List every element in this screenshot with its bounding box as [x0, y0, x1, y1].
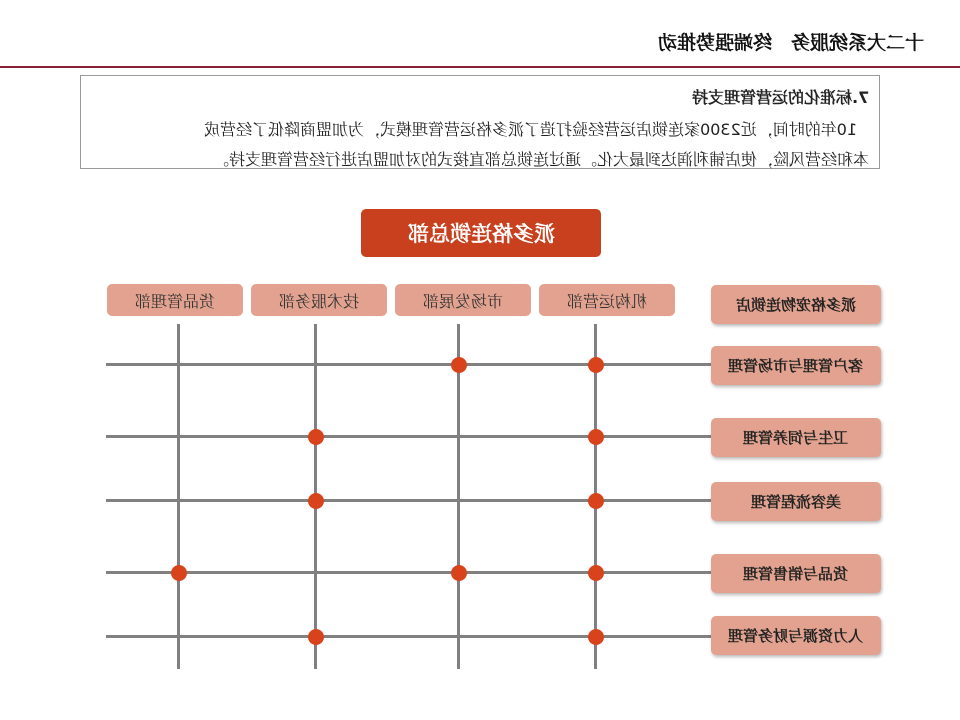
- grid-vline-goods-management: [177, 324, 180, 669]
- grid-hline-goods-sales: [106, 571, 711, 574]
- intersection-dot: [308, 629, 324, 645]
- function-customer-market-label: 客户管理与市场管理: [728, 357, 864, 375]
- function-hr-finance-label: 人力资源与财务管理: [728, 627, 864, 645]
- function-hygiene-feeding: [711, 418, 881, 457]
- intersection-dot: [588, 493, 604, 509]
- intersection-dot: [588, 629, 604, 645]
- intersection-dot: [451, 565, 467, 581]
- intersection-dot: [588, 429, 604, 445]
- dept-technical-service-label: 技术服务部: [278, 291, 359, 311]
- intersection-dot: [171, 565, 187, 581]
- dept-technical-service: [251, 284, 387, 316]
- intro-line-2: [213, 147, 869, 170]
- dept-market-development-label: 市场发展部: [422, 291, 503, 311]
- grid-hline-hygiene-feeding: [106, 435, 711, 438]
- intersection-dot: [308, 429, 324, 445]
- intersection-dot: [588, 565, 604, 581]
- dept-goods-management-label: 货品管理部: [134, 291, 215, 311]
- function-goods-sales-label: 货品与销售管理: [743, 565, 849, 583]
- intro-line-1: [204, 117, 857, 140]
- intersection-dot: [588, 357, 604, 373]
- header-divider: [0, 66, 960, 68]
- function-pet-store-label: 派多格宠物连锁店: [735, 296, 856, 314]
- grid-vline-market-development: [457, 324, 460, 669]
- function-hygiene-feeding-label: 卫生与饲养管理: [743, 429, 849, 447]
- function-grooming-label: 美容流程管理: [750, 493, 841, 511]
- dept-operations-label: 机构运营部: [566, 291, 647, 311]
- dept-operations: [539, 284, 675, 316]
- dept-market-development: [395, 284, 531, 316]
- intersection-dot: [308, 493, 324, 509]
- headquarters-label: 派多格连锁总部: [407, 222, 555, 246]
- intro-line-1-text: 10年的时间，近2300家连锁店运营经验打造了派多格运营管理模式，为加盟商降低了经营成: [203, 120, 857, 139]
- function-goods-sales: [711, 554, 881, 593]
- headquarters-box: [361, 209, 601, 257]
- intro-heading: [692, 85, 869, 108]
- dept-goods-management: [107, 284, 243, 316]
- page-title: [658, 28, 924, 55]
- intro-box: [80, 75, 880, 169]
- intro-line-2-text: 本和经营风险，使店铺利润达到最大化。通过连锁总部直接式的对加盟店进行经营管理支持。: [212, 150, 869, 169]
- grid-hline-grooming: [106, 499, 711, 502]
- grid-hline-customer-market: [106, 363, 711, 366]
- function-customer-market: [711, 346, 881, 385]
- intro-heading-text: 7.标准化的运营管理支持: [691, 88, 869, 107]
- grid-hline-hr-finance: [106, 635, 711, 638]
- function-hr-finance: [711, 616, 881, 655]
- function-pet-store: [711, 285, 881, 324]
- function-grooming: [711, 482, 881, 521]
- intersection-dot: [451, 357, 467, 373]
- page-title-text: 十二大系统服务 终端强势推动: [657, 32, 924, 54]
